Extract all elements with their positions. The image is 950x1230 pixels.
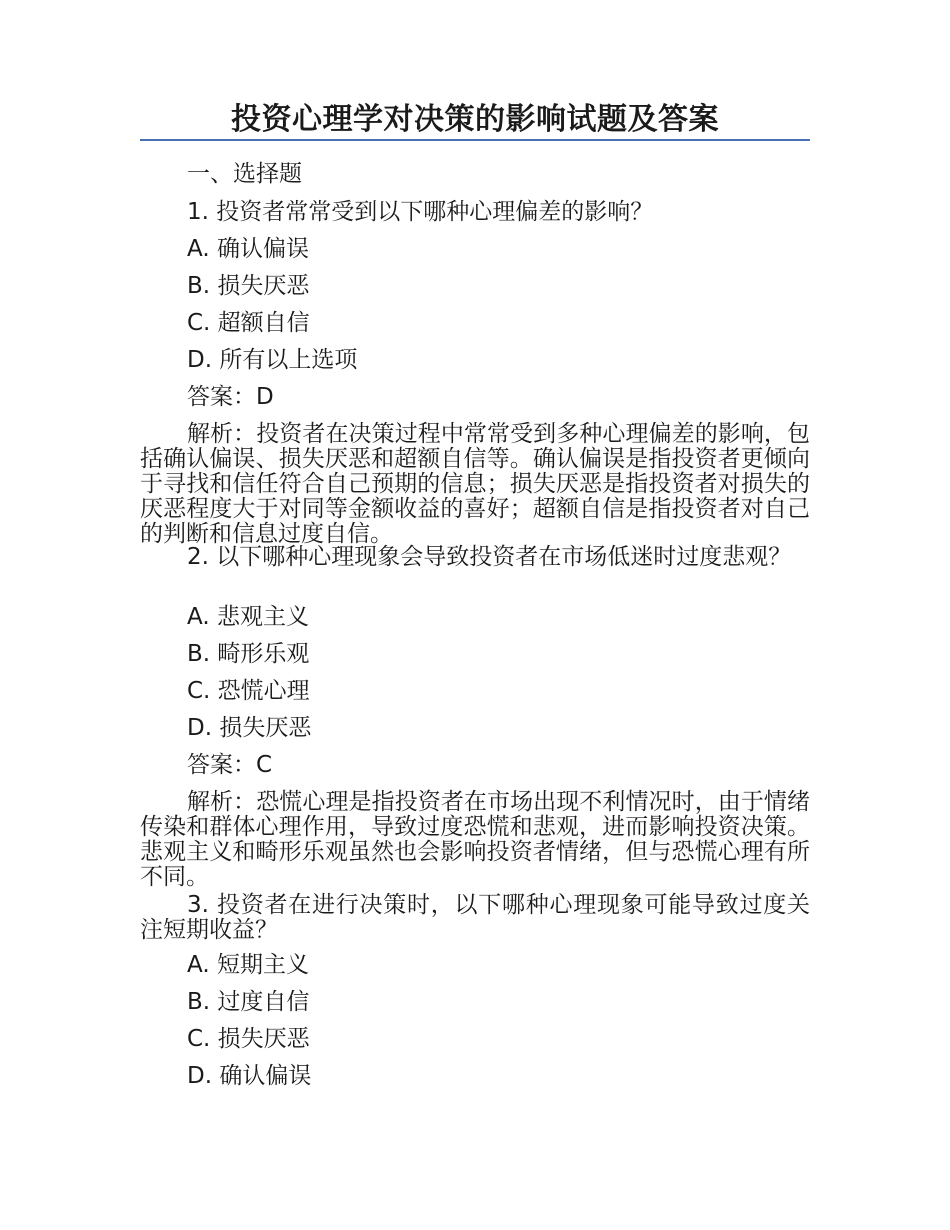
- question-2-explanation: 解析：恐慌心理是指投资者在市场出现不利情况时，由于情绪传染和群体心理作用，导致过度恐慌和悲观，进而影响投资决策。悲观主义和畸形乐观虽然也会影响投资者情绪，但与恐慌心理有所不同。: [140, 789, 810, 890]
- question-2-option-b: B. 畸形乐观: [187, 641, 310, 667]
- question-3-option-d: D. 确认偏误: [187, 1063, 312, 1089]
- question-2-answer: 答案：C: [187, 752, 273, 778]
- question-3-option-b: B. 过度自信: [187, 989, 310, 1015]
- question-2-stem: 2. 以下哪种心理现象会导致投资者在市场低迷时过度悲观？: [187, 544, 792, 570]
- title-underline: [140, 139, 810, 141]
- question-1-answer: 答案：D: [187, 384, 274, 410]
- question-1-option-a: A. 确认偏误: [187, 236, 309, 262]
- question-1-option-d: D. 所有以上选项: [187, 347, 358, 373]
- question-1-explanation: 解析：投资者在决策过程中常常受到多种心理偏差的影响，包括确认偏误、损失厌恶和超额自信等。确认偏误是指投资者更倾向于寻找和信任符合自己预期的信息；损失厌恶是指投资者对损失的厌恶程度大于对同等金额收益的喜好；超额自信是指投资者对自己的判断和信息过度自信。: [140, 421, 810, 547]
- question-1-option-c: C. 超额自信: [187, 310, 310, 336]
- question-3-option-a: A. 短期主义: [187, 952, 309, 978]
- question-2-option-d: D. 损失厌恶: [187, 715, 312, 741]
- question-3-option-c: C. 损失厌恶: [187, 1026, 310, 1052]
- section-heading: 一、选择题: [187, 161, 302, 187]
- question-2-option-c: C. 恐慌心理: [187, 678, 310, 704]
- question-3-stem: 3. 投资者在进行决策时，以下哪种心理现象可能导致过度关注短期收益？: [140, 892, 810, 943]
- question-2-option-a: A. 悲观主义: [187, 604, 309, 630]
- question-1-stem: 1. 投资者常常受到以下哪种心理偏差的影响？: [187, 199, 654, 225]
- question-1-option-b: B. 损失厌恶: [187, 273, 310, 299]
- document-title: 投资心理学对决策的影响试题及答案: [231, 102, 719, 137]
